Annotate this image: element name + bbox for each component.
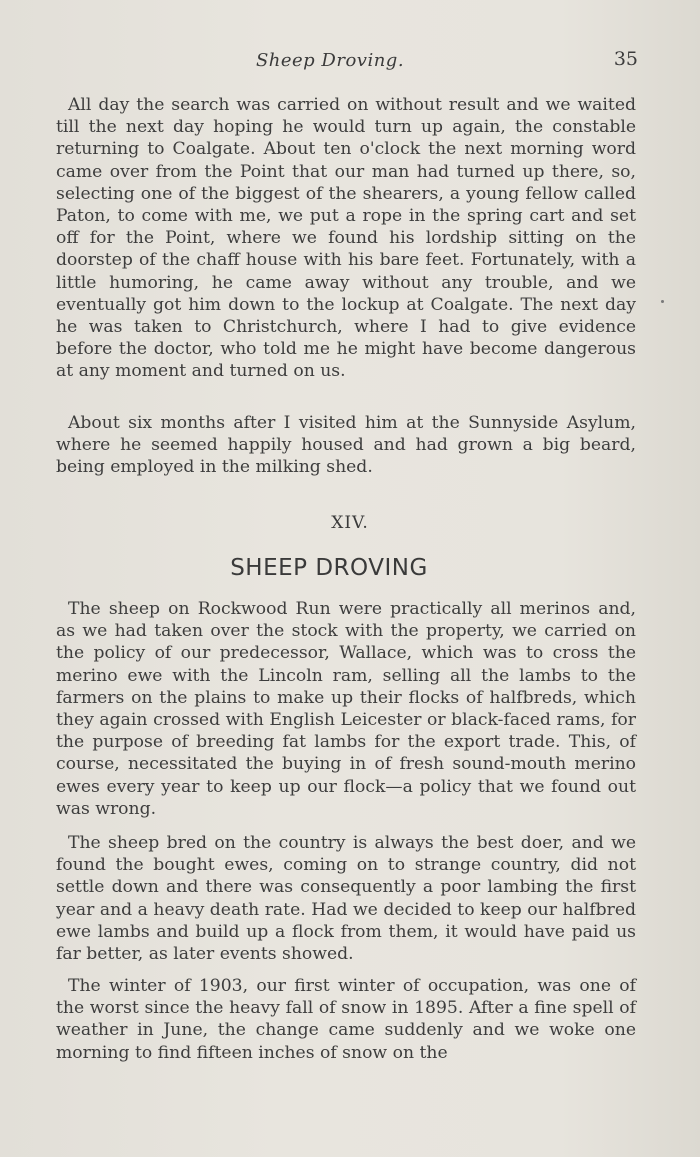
chapter-title: SHEEP DROVING — [230, 555, 428, 581]
paragraph: The winter of 1903, our first winter of occupation, was one of the worst since the heavy fall of snow in 1895. After a fine spell of weather in June, the change came suddenly and we woke one morning to find fifteen inches of snow on the — [56, 976, 636, 1063]
paragraph-block — [56, 598, 636, 820]
paragraph: All day the search was carried on without result and we waited till the next day hoping he would turn up again, the constable returning to Coalgate. About ten o'clock the next morning word came over from the Point that our man had turned up there, so, selecting one of the biggest of the shearers, a young fellow called Paton, to come with me, we put a rope in the spring cart and set off for the Point, where we found his lordship sitting on the doorstep of the chaff house with his bare feet. Fortunately, with a little humoring, he came away without any trouble, and we eventually got him down to the lockup at Coalgate. The next day he was taken to Christchurch, where I had to give evidence before the doctor, who told me he might have become dangerous at any moment and turned on us. — [56, 95, 636, 382]
paragraph: The sheep bred on the country is always the best doer, and we found the bought ewes, coming on to strange country, did not settle down and there was consequently a poor lambing the first year and a heavy death rate. Had we decided to keep our halfbred ewe lambs and build up a flock from them, it would have paid us far better, as later events showed. — [56, 833, 636, 965]
paragraph: About six months after I visited him at the Sunnyside Asylum, where he seemed happily housed and had grown a big beard, being employed in the milking shed. — [56, 413, 636, 478]
paragraph-block — [56, 94, 636, 383]
chapter-number: XIV. — [331, 513, 369, 533]
paper-speck — [661, 300, 664, 303]
paragraph-block — [56, 832, 636, 965]
page-number: 35 — [613, 48, 638, 70]
running-title: Sheep Droving. — [255, 50, 405, 71]
paragraph-block — [56, 412, 636, 479]
paragraph-block — [56, 975, 636, 1064]
paragraph: The sheep on Rockwood Run were practically all merinos and, as we had taken over the stock with the property, we carried on the policy of our predecessor, Wallace, which was to cross the merino ewe with the Lincoln ram, selling all the lambs to the farmers on the plains to make up their flocks of halfbreds, which they again crossed with English Leicester or black-faced rams, for the purpose of breeding fat lambs for the export trade. This, of course, necessitated the buying in of fresh sound-mouth merino ewes every year to keep up our flock—a policy that we found out was wrong. — [56, 599, 636, 819]
